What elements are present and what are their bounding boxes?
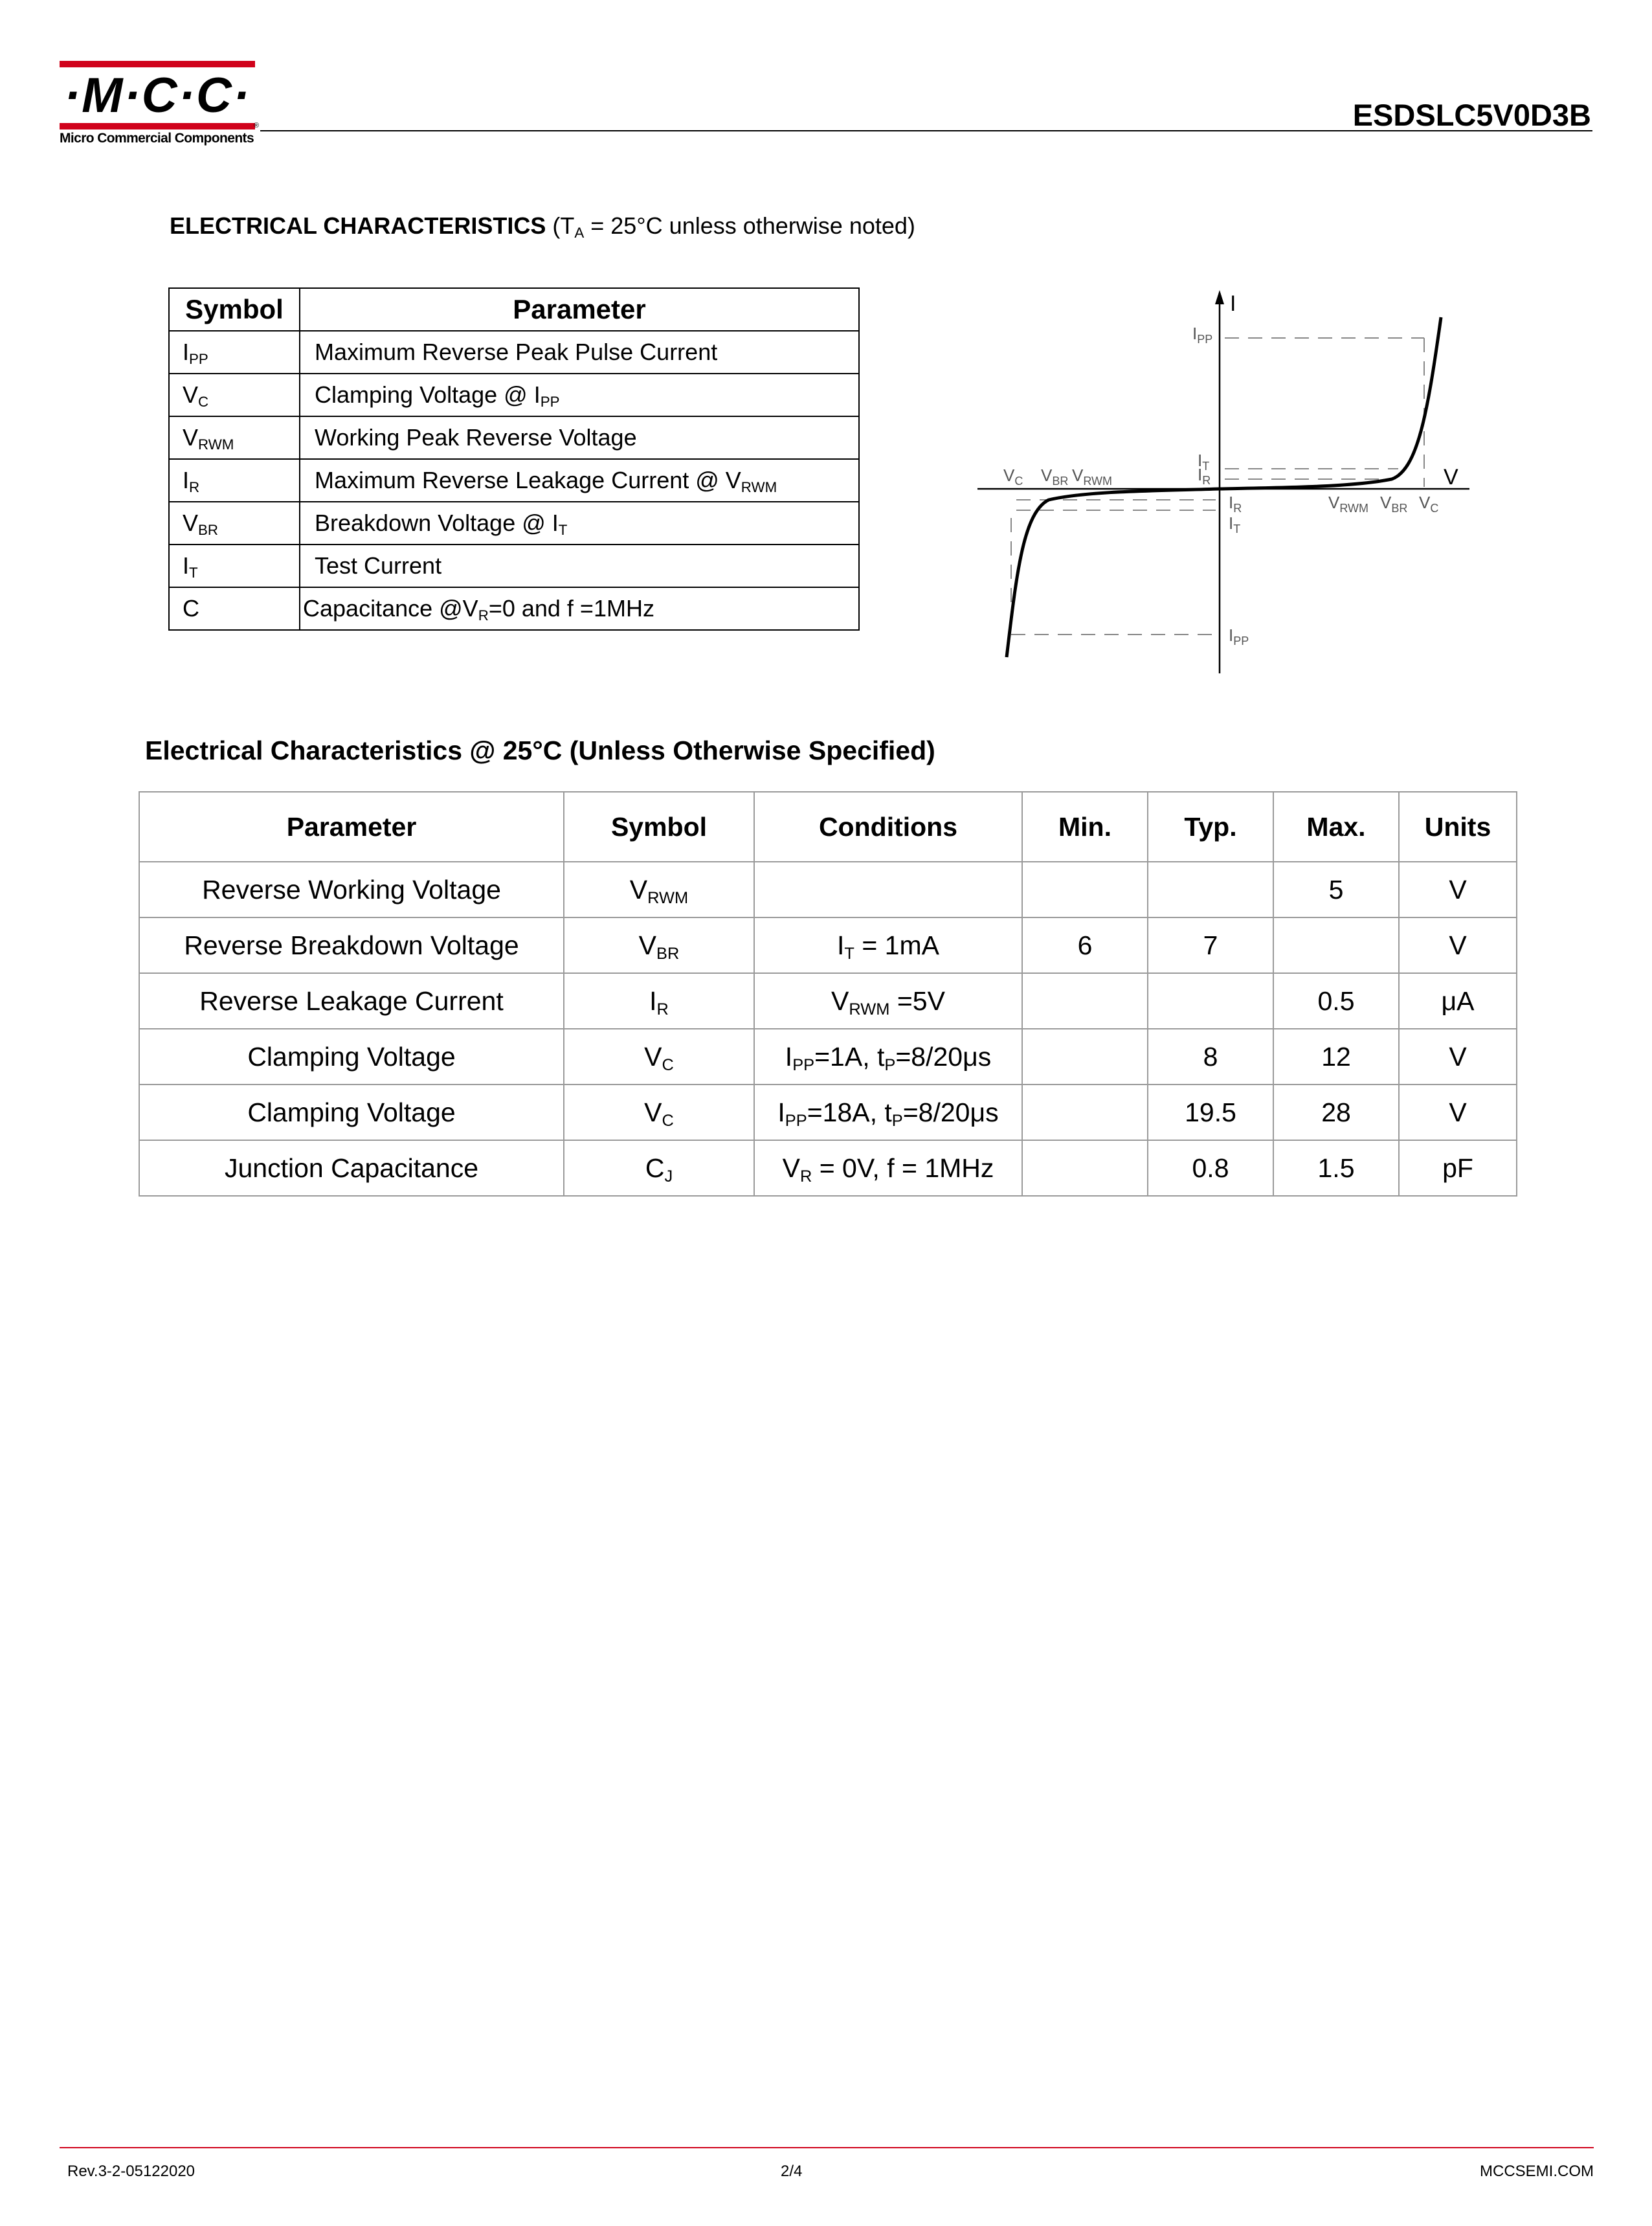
v-axis-label: V [1444, 465, 1458, 489]
units-cell: pF [1399, 1140, 1517, 1196]
spec-header-row [139, 792, 1517, 862]
section-title-note-sub: A [574, 225, 585, 242]
conditions-cell: $V_R = 0V$, f = 1MHz [754, 1140, 1022, 1196]
symbol-cell: $V_{BR}$ [564, 917, 754, 973]
symbol-cell: $I_R$ [169, 459, 300, 502]
symbol-cell: $C_J$ [564, 1140, 754, 1196]
typ-cell: 0.8 [1148, 1140, 1273, 1196]
symbol-cell: C [169, 587, 300, 630]
units-cell: V [1399, 862, 1517, 917]
param-cell: Clamping Voltage [139, 1085, 564, 1140]
param-column-header: Parameter [139, 792, 564, 862]
section-title-note-open: (T [546, 212, 575, 239]
max-cell: 1.5 [1273, 1140, 1399, 1196]
param-cell: Reverse Leakage Current [139, 973, 564, 1029]
min-cell [1022, 1140, 1148, 1196]
symbol-cell: $V_C$ [564, 1029, 754, 1085]
symbol-row [169, 331, 859, 374]
footer-rule [60, 2147, 1594, 2148]
symbol-header: Symbol [169, 288, 300, 331]
typ-column-header: Typ. [1148, 792, 1273, 862]
typ-cell: 7 [1148, 917, 1273, 973]
reference-dashes [1011, 338, 1424, 635]
max-column-header: Max. [1273, 792, 1399, 862]
parameter-cell: Clamping Voltage @ $I_{PP}$ [300, 374, 859, 416]
units-cell: V [1399, 1085, 1517, 1140]
min-cell [1022, 862, 1148, 917]
min-cell [1022, 973, 1148, 1029]
conditions-cell [754, 862, 1022, 917]
ir-label-top: $I_R$ [1198, 465, 1211, 487]
param-cell: Reverse Working Voltage [139, 862, 564, 917]
units-cell: V [1399, 917, 1517, 973]
electrical-spec-table [139, 791, 1517, 1197]
conditions-column-header: Conditions [754, 792, 1022, 862]
parameter-header: Parameter [300, 288, 859, 331]
it-label-bottom: $I_T$ [1229, 513, 1241, 535]
ir-label-bottom: $I_R$ [1229, 493, 1242, 515]
typ-cell: 19.5 [1148, 1085, 1273, 1140]
table-row [139, 1085, 1517, 1140]
units-cell: V [1399, 1029, 1517, 1085]
table-row [139, 917, 1517, 973]
table-row [139, 862, 1517, 917]
iv-curve [1007, 317, 1441, 657]
min-cell: 6 [1022, 917, 1148, 973]
table-row [139, 973, 1517, 1029]
symbol-cell: $I_R$ [564, 973, 754, 1029]
typ-cell [1148, 862, 1273, 917]
logo-tagline: Micro Commercial Components [60, 131, 254, 146]
symbol-row [169, 374, 859, 416]
conditions-cell: $V_{RWM} =5V$ [754, 973, 1022, 1029]
vc-label-right: $V_C$ [1419, 493, 1439, 515]
param-cell: Junction Capacitance [139, 1140, 564, 1196]
symbol-row [169, 416, 859, 459]
section-title-spec-table: Electrical Characteristics @ 25°C (Unless Otherwise Specified) [145, 736, 935, 765]
symbol-row [169, 545, 859, 587]
parameter-cell: Maximum Reverse Leakage Current @ $V_{RWM}$ [300, 459, 859, 502]
logo-bottom-bar [60, 123, 255, 129]
typ-cell: 8 [1148, 1029, 1273, 1085]
mcc-logo [60, 61, 260, 152]
section-title-bold: ELECTRICAL CHARACTERISTICS [170, 212, 546, 239]
symbol-cell: $V_C$ [564, 1085, 754, 1140]
max-cell: 0.5 [1273, 973, 1399, 1029]
vrwm-label-right: $V_{RWM}$ [1328, 493, 1369, 515]
footer-page-number: 2/4 [781, 2163, 803, 2180]
ipp-label-top: $I_{PP}$ [1192, 324, 1213, 346]
ipp-label-bottom: $I_{PP}$ [1229, 625, 1249, 647]
symbol-table-header-row [169, 288, 859, 331]
symbol-row [169, 587, 859, 630]
min-cell [1022, 1085, 1148, 1140]
logo-top-bar [60, 61, 255, 67]
units-cell: μA [1399, 973, 1517, 1029]
symbol-cell: $V_{BR}$ [169, 502, 300, 545]
section-title-note-rest: = 25°C unless otherwise noted) [584, 212, 915, 239]
symbol-cell: $V_{RWM}$ [169, 416, 300, 459]
table-row [139, 1029, 1517, 1085]
max-cell: 5 [1273, 862, 1399, 917]
parameter-cell: Breakdown Voltage @ $I_T$ [300, 502, 859, 545]
symbol-column-header: Symbol [564, 792, 754, 862]
vbr-label-left: $V_{BR}$ [1041, 466, 1069, 488]
max-cell: 12 [1273, 1029, 1399, 1085]
logo-mark: ·M·C·C· [63, 68, 251, 123]
symbol-cell: $I_T$ [169, 545, 300, 587]
min-cell [1022, 1029, 1148, 1085]
conditions-cell: $I_T = 1mA$ [754, 917, 1022, 973]
footer-website: MCCSEMI.COM [1480, 2163, 1594, 2180]
vrwm-label-left: $V_{RWM}$ [1072, 466, 1113, 488]
symbol-row [169, 459, 859, 502]
section-title-electrical-characteristics [170, 212, 915, 240]
units-column-header: Units [1399, 792, 1517, 862]
conditions-cell: $I_{PP}=1A$, $t_P=8/20\mu s$ [754, 1029, 1022, 1085]
it-label-top: $I_T$ [1198, 451, 1210, 473]
conditions-cell: $I_{PP}=18A$, $t_P=8/20\mu s$ [754, 1085, 1022, 1140]
symbol-parameter-table [168, 287, 860, 631]
parameter-cell: Working Peak Reverse Voltage [300, 416, 859, 459]
vbr-label-right: $V_{BR}$ [1380, 493, 1408, 515]
max-cell: 28 [1273, 1085, 1399, 1140]
symbol-cell: $V_{RWM}$ [564, 862, 754, 917]
table-row [139, 1140, 1517, 1196]
param-cell: Clamping Voltage [139, 1029, 564, 1085]
max-cell [1273, 917, 1399, 973]
parameter-cell: Capacitance $@V_R=0$ and f =1MHz [300, 587, 859, 630]
min-column-header: Min. [1022, 792, 1148, 862]
vc-label-left: $V_C$ [1003, 466, 1023, 488]
param-cell: Reverse Breakdown Voltage [139, 917, 564, 973]
part-number: ESDSLC5V0D3B [1352, 98, 1591, 132]
typ-cell [1148, 973, 1273, 1029]
i-axis-arrowhead [1215, 290, 1224, 304]
logo-registered-mark: ® [254, 122, 260, 129]
symbol-cell: $V_C$ [169, 374, 300, 416]
iv-characteristic-diagram [977, 285, 1469, 673]
parameter-cell: Test Current [300, 545, 859, 587]
footer-revision: Rev.3-2-05122020 [67, 2163, 195, 2180]
symbol-cell: $I_{PP}$ [169, 331, 300, 374]
parameter-cell: Maximum Reverse Peak Pulse Current [300, 331, 859, 374]
symbol-row [169, 502, 859, 545]
i-axis-label: I [1230, 291, 1236, 316]
